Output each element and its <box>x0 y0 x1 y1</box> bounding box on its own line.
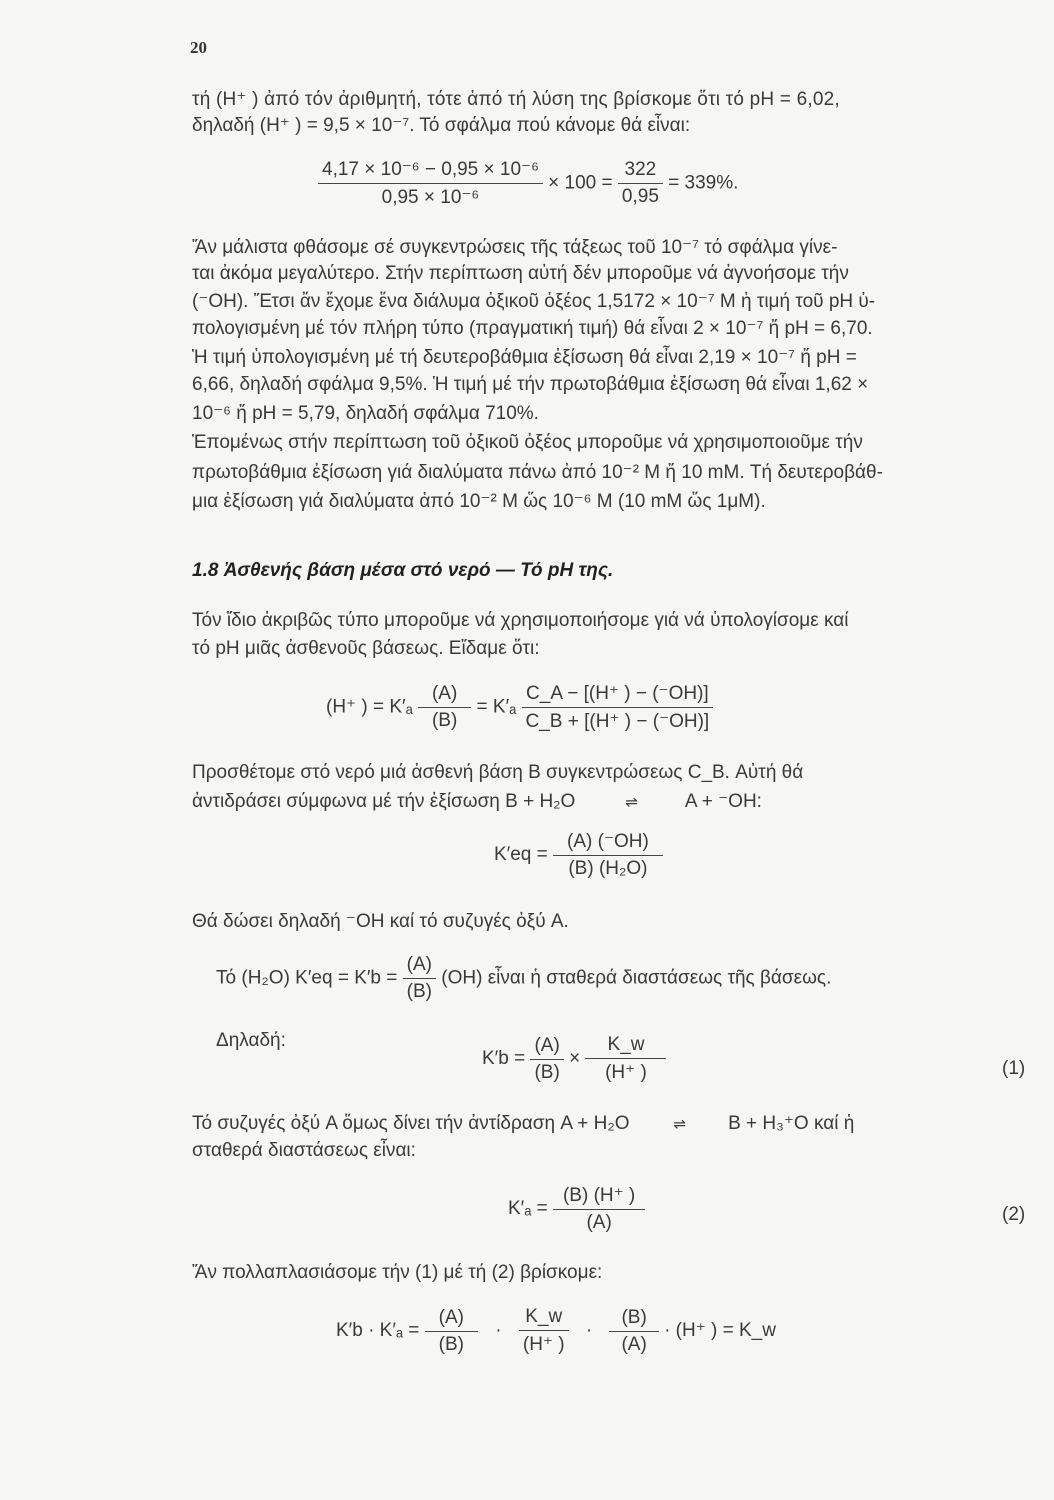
text-line: Θά δώσει δηλαδή ⁻OH καί τό συζυγές ὀξύ A. <box>192 911 569 932</box>
numerator: (A) (⁻OH) <box>553 830 663 856</box>
text-line: 10⁻⁶ ἤ pH = 5,79, δηλαδή σφάλμα 710%. <box>192 403 539 424</box>
denominator: (B) <box>438 1333 464 1355</box>
equation-keq <box>494 830 663 880</box>
denominator: 0,95 × 10⁻⁶ <box>381 187 480 208</box>
equation-1 <box>482 1034 666 1084</box>
equation-number: (2) <box>1002 1204 1026 1225</box>
fraction <box>530 1035 563 1084</box>
fraction <box>425 1307 478 1356</box>
fraction <box>403 954 436 1003</box>
operator: · <box>585 1320 593 1342</box>
operator: · <box>495 1320 502 1342</box>
equation-final <box>336 1306 776 1356</box>
numerator: (A) <box>530 1035 563 1060</box>
equation-kb-definition <box>216 954 831 1003</box>
text-line: μια ἐξίσωση γιά διαλύματα ἀπό 10⁻² M ὥς 10⁻⁶ M (10 mM ὥς 1μM). <box>192 491 766 512</box>
text-line: τή (H⁺ ) ἀπό τόν ἀριθμητή, τότε ἀπό τή λύση της βρίσκομε ὅτι τό pH = 6,02, <box>192 89 840 110</box>
text-line: ται ἀκόμα μεγαλύτερο. Στήν περίπτωση αὐτή δέν μποροῦμε νά ἀγνοήσομε τήν <box>192 263 849 284</box>
page-number: 20 <box>190 38 207 57</box>
text-line: Προσθέτομε στό νερό μιά ἀσθενή βάση B συγκεντρώσεως C_B. Αὐτή θά <box>192 762 804 783</box>
numerator: K_w <box>585 1034 666 1059</box>
fraction <box>618 159 663 208</box>
fraction <box>418 683 471 732</box>
numerator: (A) <box>425 1307 478 1332</box>
denominator: (B) <box>406 981 432 1002</box>
text-line: Ἄν πολλαπλασιάσομε τήν (1) μέ τή (2) βρίσκομε: <box>192 1262 603 1283</box>
lhs: Τό (H₂O) K′eq = K′b = <box>216 967 398 989</box>
text-line: Ἄν μάλιστα φθάσομε σέ συγκεντρώσεις τῆς τάξεως τοῦ 10⁻⁷ τό σφάλμα γίνε- <box>192 237 838 258</box>
denominator: (A) <box>586 1212 612 1233</box>
text-line <box>192 790 762 813</box>
numerator: K_w <box>519 1306 569 1331</box>
denominator: 0,95 <box>621 186 659 207</box>
equilibrium-arrow-icon: ⇌ <box>673 1116 685 1133</box>
text-line: Ἡ τιμή ὑπολογισμένη μέ τή δευτεροβάθμια ἐξίσωση θά εἶναι 2,19 × 10⁻⁷ ἤ pH = <box>192 347 857 368</box>
equation-2 <box>508 1184 645 1234</box>
denominator: C_B + [(H⁺ ) − (⁻OH)] <box>525 711 710 732</box>
operator: = K′ₐ <box>476 696 517 718</box>
text-line: πολογισμένη μέ τόν πλήρη τύπο (πραγματική τιμή) θά εἶναι 2 × 10⁻⁷ ἤ pH = 6,70. <box>192 318 873 339</box>
denominator: (B) (H₂O) <box>568 858 648 879</box>
text-line: Ἑπομένως στήν περίπτωση τοῦ ὀξικοῦ ὀξέος μποροῦμε νά χρησιμοποιοῦμε τήν <box>192 432 863 453</box>
fraction <box>585 1034 666 1084</box>
text-segment: B + H₃⁺O καί ἡ <box>728 1113 855 1134</box>
denominator: (A) <box>621 1333 647 1355</box>
denominator: (H⁺ ) <box>605 1062 647 1083</box>
denominator: (B) <box>431 710 458 731</box>
text-line: σταθερά διαστάσεως εἶναι: <box>192 1140 416 1161</box>
fraction <box>609 1307 658 1356</box>
numerator: C_A − [(H⁺ ) − (⁻OH)] <box>522 682 714 708</box>
text-line <box>192 1112 854 1135</box>
text-line: Τόν ἴδιο ἀκριβῶς τύπο μποροῦμε νά χρησιμοποιήσομε γιά νά ὑπολογίσομε καί <box>192 610 849 631</box>
numerator: 4,17 × 10⁻⁶ − 0,95 × 10⁻⁶ <box>318 158 543 184</box>
fraction <box>318 158 543 209</box>
lhs: K′eq = <box>494 844 548 866</box>
text-line: δηλαδή (H⁺ ) = 9,5 × 10⁻⁷. Τό σφάλμα πού κάνομε θά εἶναι: <box>192 115 691 136</box>
rhs: · (H⁺ ) = K_w <box>664 1320 776 1342</box>
denominator: (B) <box>534 1061 560 1083</box>
operator: × <box>569 1048 581 1070</box>
text-segment: (OH) εἶναι ἡ σταθερά διαστάσεως τῆς βάσεως. <box>441 967 832 989</box>
text-segment: ἀντιδράσει σύμφωνα μέ τήν ἐξίσωση B + H₂O <box>192 791 576 812</box>
equilibrium-arrow-icon: ⇌ <box>625 794 636 811</box>
equation-number: (1) <box>1002 1058 1026 1079</box>
lhs: (H⁺ ) = K′ₐ <box>326 696 413 718</box>
result: = 339%. <box>668 172 739 194</box>
lhs: K′b · K′ₐ = <box>336 1320 420 1342</box>
text-line: τό pH μιᾶς ἀσθενοῦς βάσεως. Εἴδαμε ὅτι: <box>192 638 540 659</box>
label-dilad: Δηλαδή: <box>216 1030 286 1051</box>
fraction <box>522 682 714 733</box>
text-line: πρωτοβάθμια ἐξίσωση γιά διαλύματα πάνω ἀπό 10⁻² M ἤ 10 mM. Τή δευτεροβάθ- <box>192 462 883 483</box>
equation-error <box>318 158 738 209</box>
text-line: 6,66, δηλαδή σφάλμα 9,5%. Ἡ τιμή μέ τήν πρωτοβάθμια ἐξίσωση θά εἶναι 1,62 × <box>192 374 869 395</box>
numerator: (A) <box>418 683 471 708</box>
text-line: (⁻OH). Ἔτσι ἄν ἔχομε ἕνα διάλυμα ὀξικοῦ ὀξέος 1,5172 × 10⁻⁷ M ἡ τιμή τοῦ pH ὑ- <box>192 291 876 312</box>
fraction <box>519 1306 569 1356</box>
numerator: 322 <box>618 159 663 184</box>
numerator: (A) <box>403 954 436 979</box>
lhs: K′ₐ = <box>508 1198 548 1220</box>
operator: × 100 = <box>548 172 613 194</box>
numerator: (B) <box>609 1307 658 1332</box>
text-segment: A + ⁻OH: <box>684 791 762 812</box>
denominator: (H⁺ ) <box>522 1334 565 1355</box>
fraction <box>553 830 663 880</box>
lhs: K′b = <box>482 1048 526 1070</box>
text-segment: Τό συζυγές ὀξύ A ὅμως δίνει τήν ἀντίδραση A + H₂O <box>192 1113 630 1134</box>
equation-h-plus <box>326 682 713 733</box>
numerator: (B) (H⁺ ) <box>553 1184 645 1210</box>
section-heading: 1.8 Ἀσθενής βάση μέσα στό νερό — Τό pH της. <box>192 560 614 581</box>
fraction <box>553 1184 645 1234</box>
